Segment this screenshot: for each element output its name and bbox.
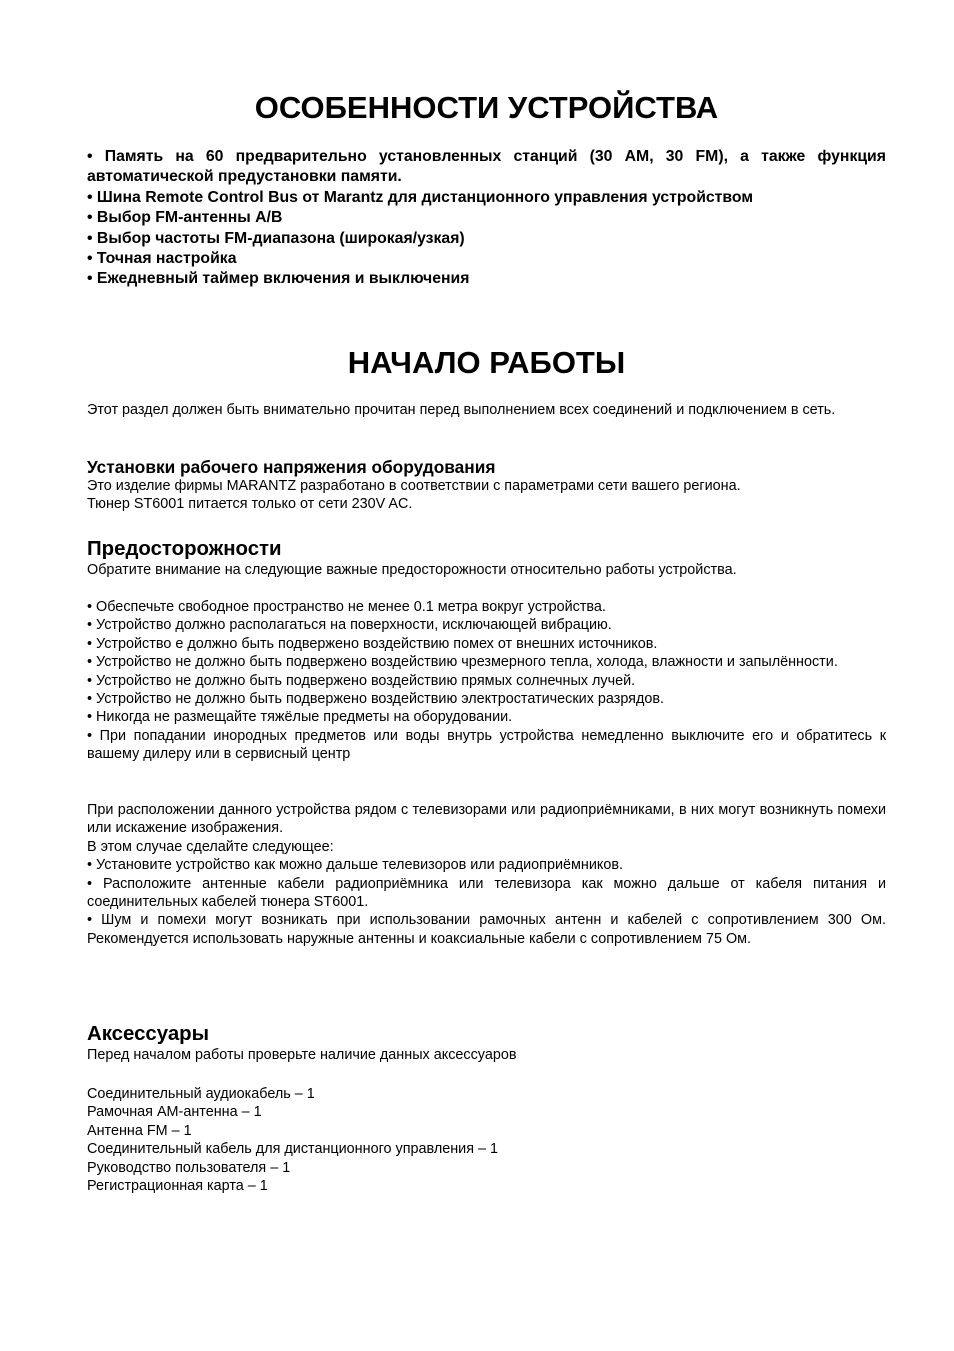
voltage-line: Это изделие фирмы MARANTZ разработано в соответствии с параметрами сети вашего региона. <box>87 478 741 494</box>
interference-item: • Установите устройство как можно дальше телевизоров или радиоприёмников. <box>87 857 623 874</box>
precaution-item: • Устройство е должно быть подвержено воздействию помех от внешних источников. <box>87 635 658 652</box>
interference-item: • Шум и помехи могут возникать при использовании рамочных антенн и кабелей с сопротивлением 300 Ом. Рекомендуется использовать наружные антенны и коаксиальные кабели с сопротивлением 75 Ом. <box>87 912 886 947</box>
accessory-item: Рамочная AM-антенна – 1 <box>87 1104 262 1121</box>
accessories-section <box>87 1022 886 1064</box>
interference-lead: В этом случае сделайте следующее: <box>87 838 334 855</box>
voltage-line: Тюнер ST6001 питается только от сети 230V AC. <box>87 496 413 513</box>
accessory-item: Соединительный кабель для дистанционного управления – 1 <box>87 1141 498 1158</box>
precautions-intro: Обратите внимание на следующие важные предосторожности относительно работы устройства. <box>87 562 737 578</box>
interference-list <box>87 856 886 948</box>
accessories-intro: Перед началом работы проверьте наличие данных аксессуаров <box>87 1047 517 1063</box>
voltage-heading: Установки рабочего напряжения оборудования <box>87 457 496 477</box>
interference-text: При расположении данного устройства рядом с телевизорами или радиоприёмниками, в них могут возникнуть помехи или искажение изображения. <box>87 802 886 837</box>
feature-item: • Ежедневный таймер включения и выключения <box>87 270 470 288</box>
feature-item: • Точная настройка <box>87 250 237 268</box>
features-list <box>87 147 886 290</box>
getting-started-title: НАЧАЛО РАБОТЫ <box>347 345 626 380</box>
precautions-heading: Предосторожности <box>87 538 282 560</box>
feature-item: • Выбор частоты FM-диапазона (широкая/узкая) <box>87 229 465 247</box>
precaution-item: • Устройство не должно быть подвержено воздействию прямых солнечных лучей. <box>87 672 636 689</box>
features-title: ОСОБЕННОСТИ УСТРОЙСТВА <box>254 90 719 125</box>
accessory-item: Регистрационная карта – 1 <box>87 1178 268 1195</box>
voltage-section <box>87 457 886 514</box>
precaution-item: • Устройство должно располагаться на поверхности, исключающей вибрацию. <box>87 617 612 634</box>
getting-started-intro: Этот раздел должен быть внимательно прочитан перед выполнением всех соединений и подключением в сеть. <box>87 402 836 418</box>
feature-item: • Память на 60 предварительно установленных станций (30 AM, 30 FM), а также функция автоматической предустановки памяти. <box>87 148 886 186</box>
interference-item: • Расположите антенные кабели радиоприёмника или телевизора как можно дальше от кабеля питания и соединительных кабелей тюнера ST6001. <box>87 875 886 911</box>
precaution-item: • При попадании инородных предметов или воды внутрь устройства немедленно выключите его и обратитесь к вашему дилеру или в сервисный центр <box>87 727 886 763</box>
precautions-list <box>87 598 886 764</box>
precautions-section <box>87 537 886 579</box>
accessory-item: Соединительный аудиокабель – 1 <box>87 1086 315 1102</box>
precaution-item: • Устройство не должно быть подвержено воздействию чрезмерного тепла, холода, влажности и запылённости. <box>87 654 838 671</box>
precaution-item: • Обеспечьте свободное пространство не менее 0.1 метра вокруг устройства. <box>87 599 606 615</box>
accessory-item: Антенна FM – 1 <box>87 1122 192 1139</box>
precaution-item: • Никогда не размещайте тяжёлые предметы на оборудовании. <box>87 709 513 726</box>
feature-item: • Шина Remote Control Bus от Marantz для дистанционного управления устройством <box>87 188 754 206</box>
accessories-heading: Аксессуары <box>87 1023 210 1045</box>
accessories-list <box>87 1085 886 1195</box>
accessory-item: Руководство пользователя – 1 <box>87 1159 291 1176</box>
interference-section <box>87 801 886 948</box>
precaution-item: • Устройство не должно быть подвержено воздействию электростатических разрядов. <box>87 691 665 708</box>
feature-item: • Выбор FM-антенны A/B <box>87 209 283 227</box>
